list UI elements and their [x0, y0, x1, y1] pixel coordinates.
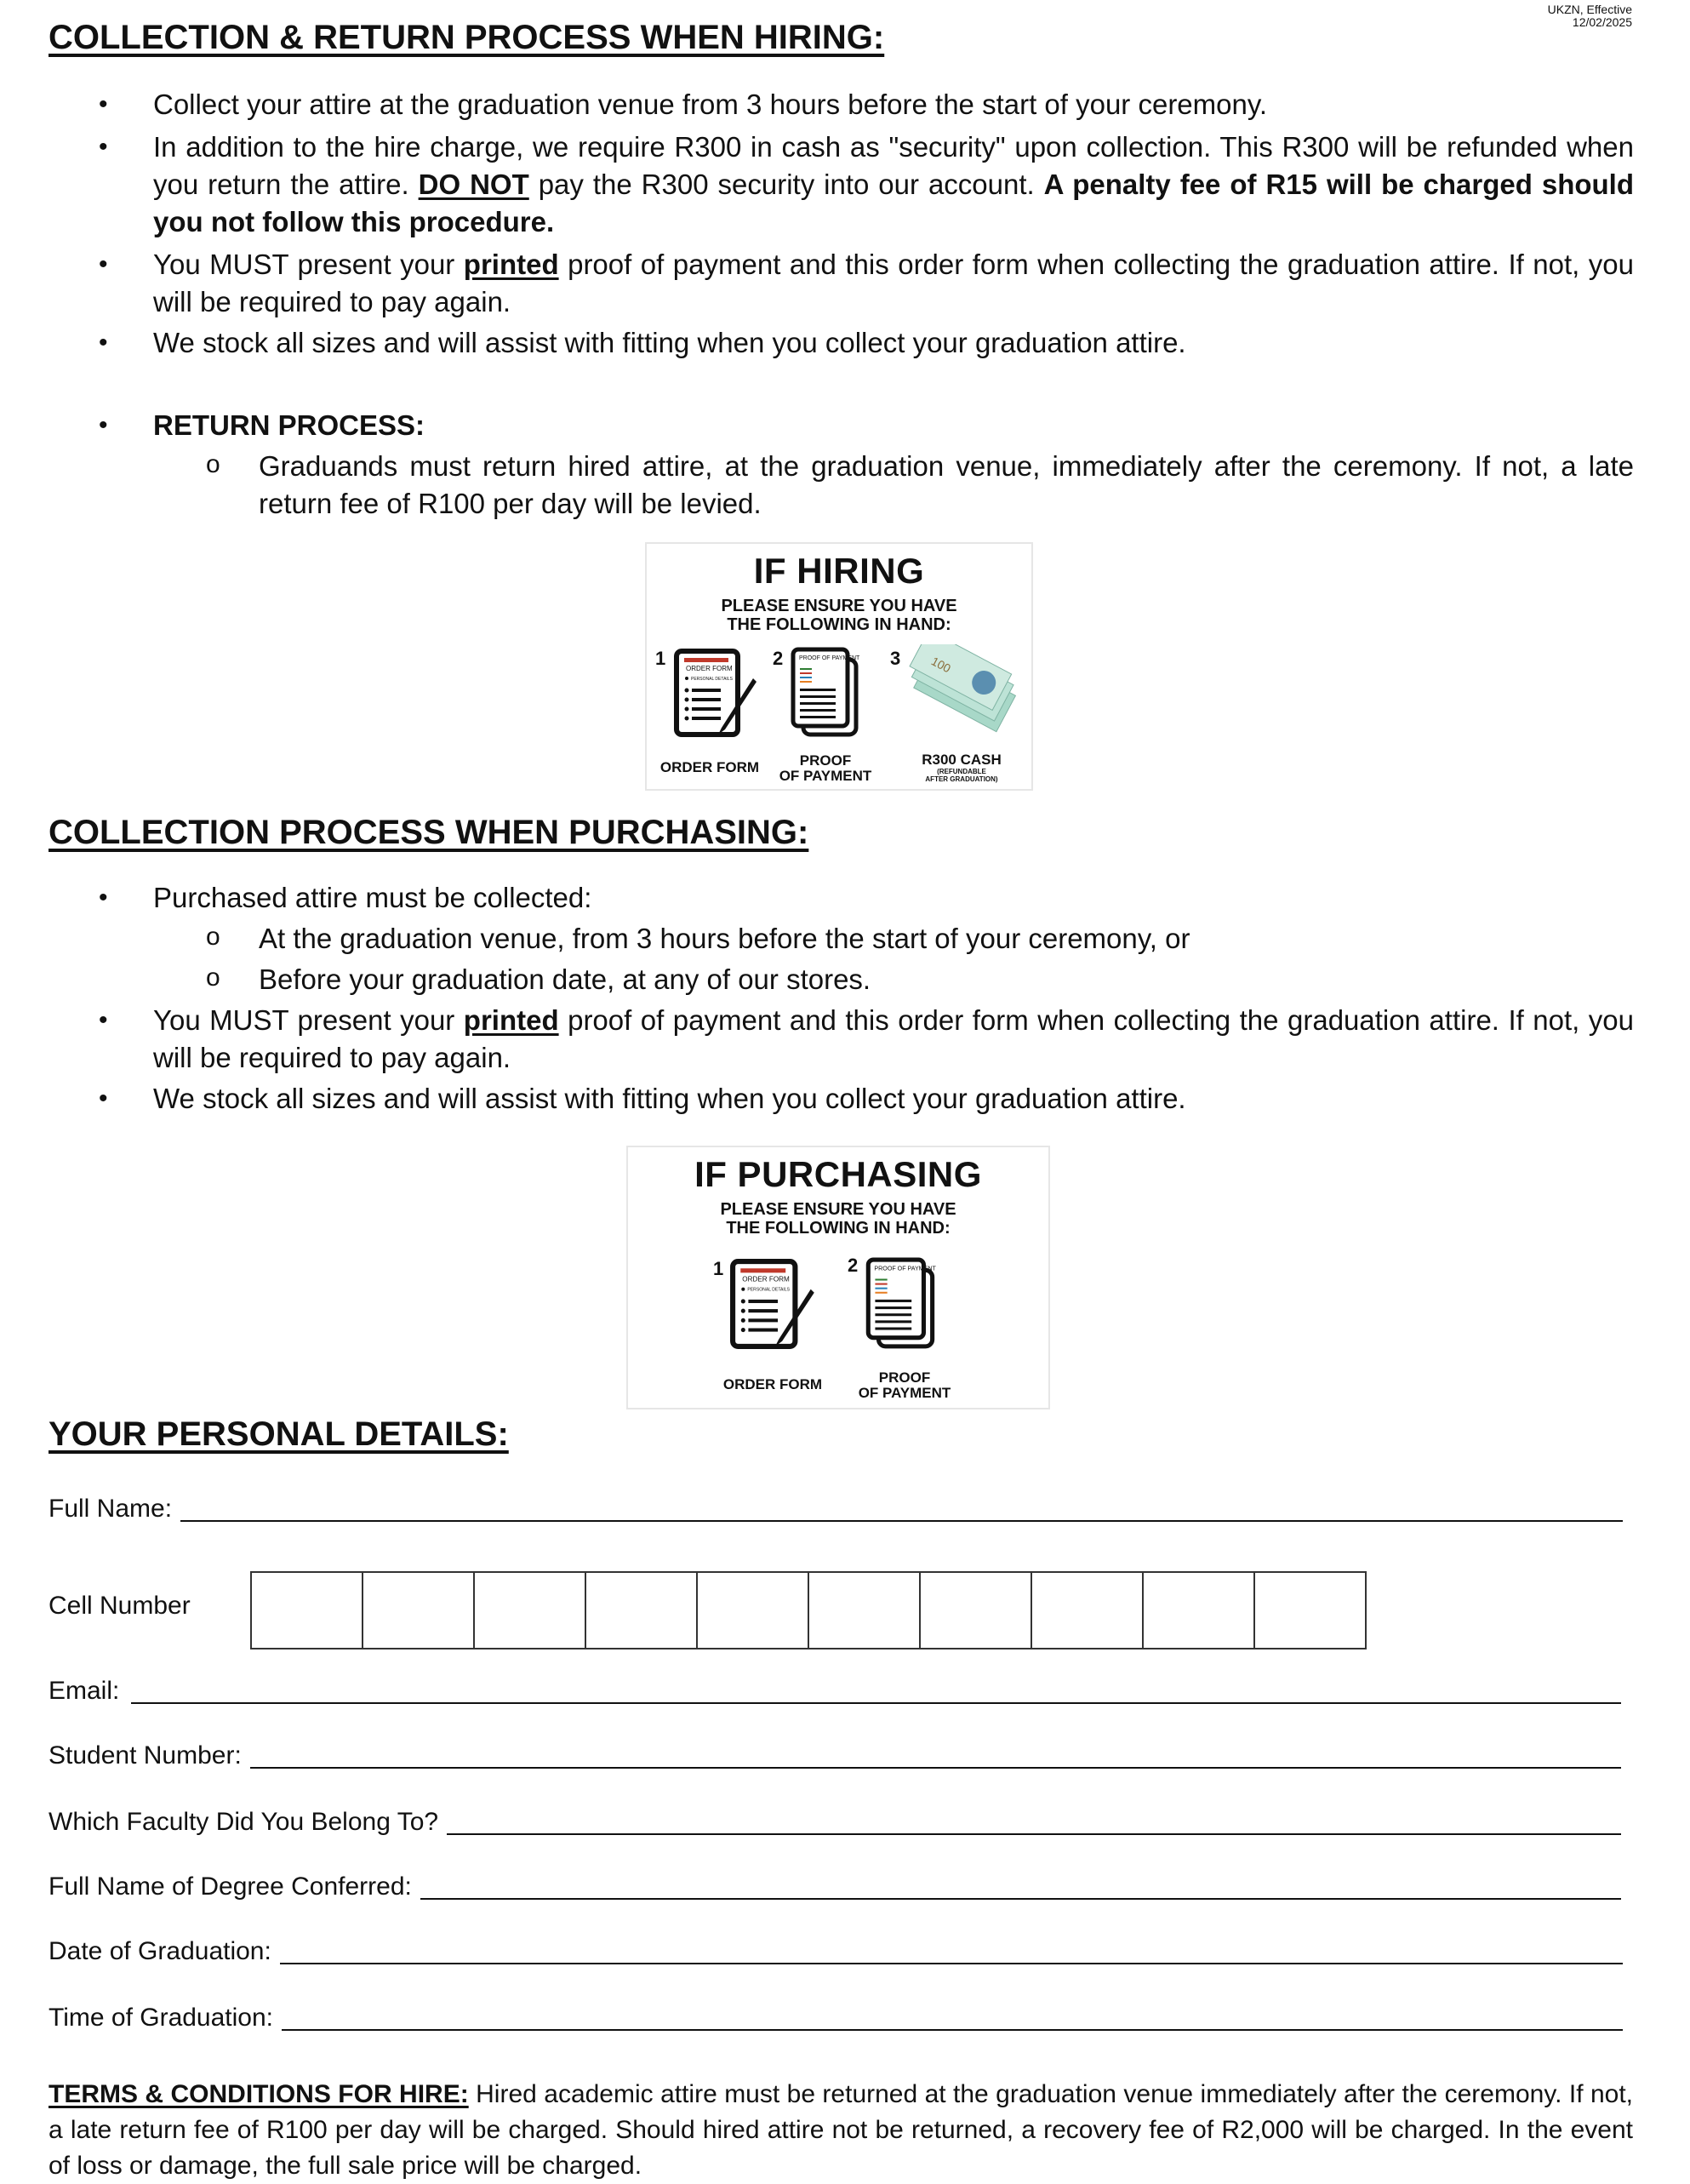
- step-number-1: 1: [655, 648, 666, 669]
- cell-digit-box[interactable]: [250, 1571, 363, 1649]
- hiring-bullet-security: • In addition to the hire charge, we require R300 in cash as "security" upon collection. This R300 will be refunded when you return the attire. DO NOT pay the R300 security into our account. A penalty fee of R15 will be charged should you not follow this procedure.: [0, 129, 1690, 241]
- if-purchasing-panel: [626, 1146, 1050, 1409]
- graduation-date-label: Date of Graduation:: [49, 1937, 271, 1965]
- purchasing-heading: COLLECTION PROCESS WHEN PURCHASING:: [49, 814, 809, 851]
- purchase-step-number-1: 1: [713, 1258, 724, 1279]
- purchase-order-form-icon: [728, 1256, 824, 1352]
- hiring-bullet-collect: • Collect your attire at the graduation venue from 3 hours before the start of your ceremony.: [0, 86, 1690, 123]
- return-process-item: [0, 407, 1690, 523]
- purchasing-bullets: [0, 879, 1690, 1118]
- order-form-icon-head: ORDER FORM: [686, 665, 733, 672]
- purchase-pop-icon-head: PROOF OF PAYMENT: [874, 1265, 936, 1272]
- full-name-field[interactable]: [180, 1520, 1623, 1522]
- degree-field[interactable]: [420, 1898, 1621, 1900]
- if-purchasing-subtitle: PLEASE ENSURE YOU HAVE THE FOLLOWING IN HAND:: [720, 1200, 956, 1238]
- purchase-proof-caption: PROOF OF PAYMENT: [858, 1369, 951, 1401]
- student-number-row: [49, 1741, 1621, 1770]
- pop-icon-head: PROOF OF PAYMENT: [799, 655, 860, 661]
- terms-and-conditions: [49, 2077, 1633, 2184]
- effective-date-note: [1548, 3, 1632, 29]
- graduation-date-row: [49, 1937, 1623, 1966]
- faculty-label: Which Faculty Did You Belong To?: [49, 1808, 439, 1836]
- effective-line-2: 12/02/2025: [1572, 15, 1632, 29]
- details-heading: YOUR PERSONAL DETAILS:: [49, 1415, 509, 1453]
- purchase-form-icon-sub: PERSONAL DETAILS: [747, 1287, 791, 1293]
- purchasing-sub-stores: o Before your graduation date, at any of our stores.: [153, 961, 1634, 998]
- cash-caption: R300 CASH (REFUNDABLE AFTER GRADUATION): [922, 752, 1002, 783]
- graduation-date-field[interactable]: [280, 1963, 1623, 1964]
- email-label: Email:: [49, 1677, 120, 1705]
- purchase-proof-of-payment-icon: [863, 1256, 941, 1352]
- cell-digit-box[interactable]: [1031, 1571, 1144, 1649]
- hiring-bullet-sizes: • We stock all sizes and will assist with fitting when you collect your graduation attire.: [0, 324, 1690, 362]
- hiring-bullet-proof: • You MUST present your printed proof of payment and this order form when collecting the graduation attire. If not, you will be required to pay again.: [0, 246, 1690, 321]
- email-field[interactable]: [131, 1702, 1621, 1704]
- order-form-caption: ORDER FORM: [659, 759, 760, 775]
- graduation-time-label: Time of Graduation:: [49, 2004, 274, 2032]
- purchase-form-icon-head: ORDER FORM: [742, 1275, 790, 1284]
- purchasing-sub-venue: o At the graduation venue, from 3 hours before the start of your ceremony, or: [153, 920, 1634, 958]
- terms-text: Hired academic attire must be returned at the graduation venue immediately after the ceremony. If not, a late return fee of R100 per day will be charged. Should hired attire not be returned, a recovery fee of R2,000 will be charged. In the event of loss or damage, the full sale price will be charged.: [49, 2080, 1633, 2180]
- purchasing-bullet-proof: • You MUST present your printed proof of payment and this order form when collecting the graduation attire. If not, you will be required to pay again.: [0, 1002, 1690, 1077]
- proof-of-payment-icon: [788, 646, 865, 740]
- faculty-row: [49, 1808, 1621, 1837]
- cash-note-value: 100: [928, 654, 953, 676]
- step-number-2: 2: [773, 648, 784, 669]
- graduation-time-field[interactable]: [282, 2029, 1623, 2031]
- cell-digit-box[interactable]: [473, 1571, 586, 1649]
- return-process-label: RETURN PROCESS:: [153, 409, 425, 441]
- cell-digit-box[interactable]: [1253, 1571, 1367, 1649]
- if-hiring-subtitle: PLEASE ENSURE YOU HAVE THE FOLLOWING IN HAND:: [721, 597, 957, 634]
- student-number-label: Student Number:: [49, 1741, 242, 1769]
- order-form-icon-sub: PERSONAL DETAILS: [691, 677, 733, 682]
- faculty-field[interactable]: [447, 1833, 1621, 1835]
- cell-digit-box[interactable]: [696, 1571, 809, 1649]
- step-number-3: 3: [890, 648, 901, 669]
- purchase-order-form-caption: ORDER FORM: [722, 1376, 823, 1392]
- email-row: [49, 1677, 1621, 1706]
- hiring-bullets: [0, 86, 1690, 362]
- cell-digit-box[interactable]: [362, 1571, 475, 1649]
- cell-number-boxes: [252, 1571, 1367, 1649]
- full-name-label: Full Name:: [49, 1495, 173, 1523]
- graduation-time-row: [49, 2004, 1623, 2032]
- return-process: [0, 407, 1690, 523]
- full-name-row: [49, 1495, 1623, 1524]
- if-hiring-panel: [645, 542, 1033, 791]
- cell-digit-box[interactable]: [585, 1571, 698, 1649]
- purchase-step-number-2: 2: [848, 1255, 859, 1276]
- effective-line-1: UKZN, Effective: [1547, 3, 1632, 16]
- cell-digit-box[interactable]: [1142, 1571, 1255, 1649]
- if-purchasing-title: IF PURCHASING: [694, 1154, 982, 1194]
- student-number-field[interactable]: [250, 1767, 1621, 1769]
- terms-label: TERMS & CONDITIONS FOR HIRE:: [49, 2080, 469, 2108]
- cell-number-label: Cell Number: [49, 1592, 191, 1620]
- degree-label: Full Name of Degree Conferred:: [49, 1872, 412, 1901]
- purchasing-bullet-collect: • Purchased attire must be collected: o At the graduation venue, from 3 hours before the start of your ceremony, or o Before your graduation date, at any of our stores.: [0, 879, 1690, 998]
- degree-row: [49, 1872, 1621, 1901]
- cell-digit-box[interactable]: [808, 1571, 921, 1649]
- return-process-text: o Graduands must return hired attire, at the graduation venue, immediately after the ceremony. If not, a late return fee of R100 per day will be levied.: [153, 448, 1634, 523]
- proof-caption: PROOF OF PAYMENT: [779, 752, 872, 784]
- cell-digit-box[interactable]: [919, 1571, 1032, 1649]
- if-hiring-title: IF HIRING: [753, 551, 925, 591]
- purchasing-bullet-sizes: • We stock all sizes and will assist with fitting when you collect your graduation attire.: [0, 1080, 1690, 1118]
- cash-notes-icon: [902, 644, 1021, 740]
- order-form-icon: [672, 646, 766, 740]
- hiring-heading: COLLECTION & RETURN PROCESS WHEN HIRING:: [49, 19, 885, 56]
